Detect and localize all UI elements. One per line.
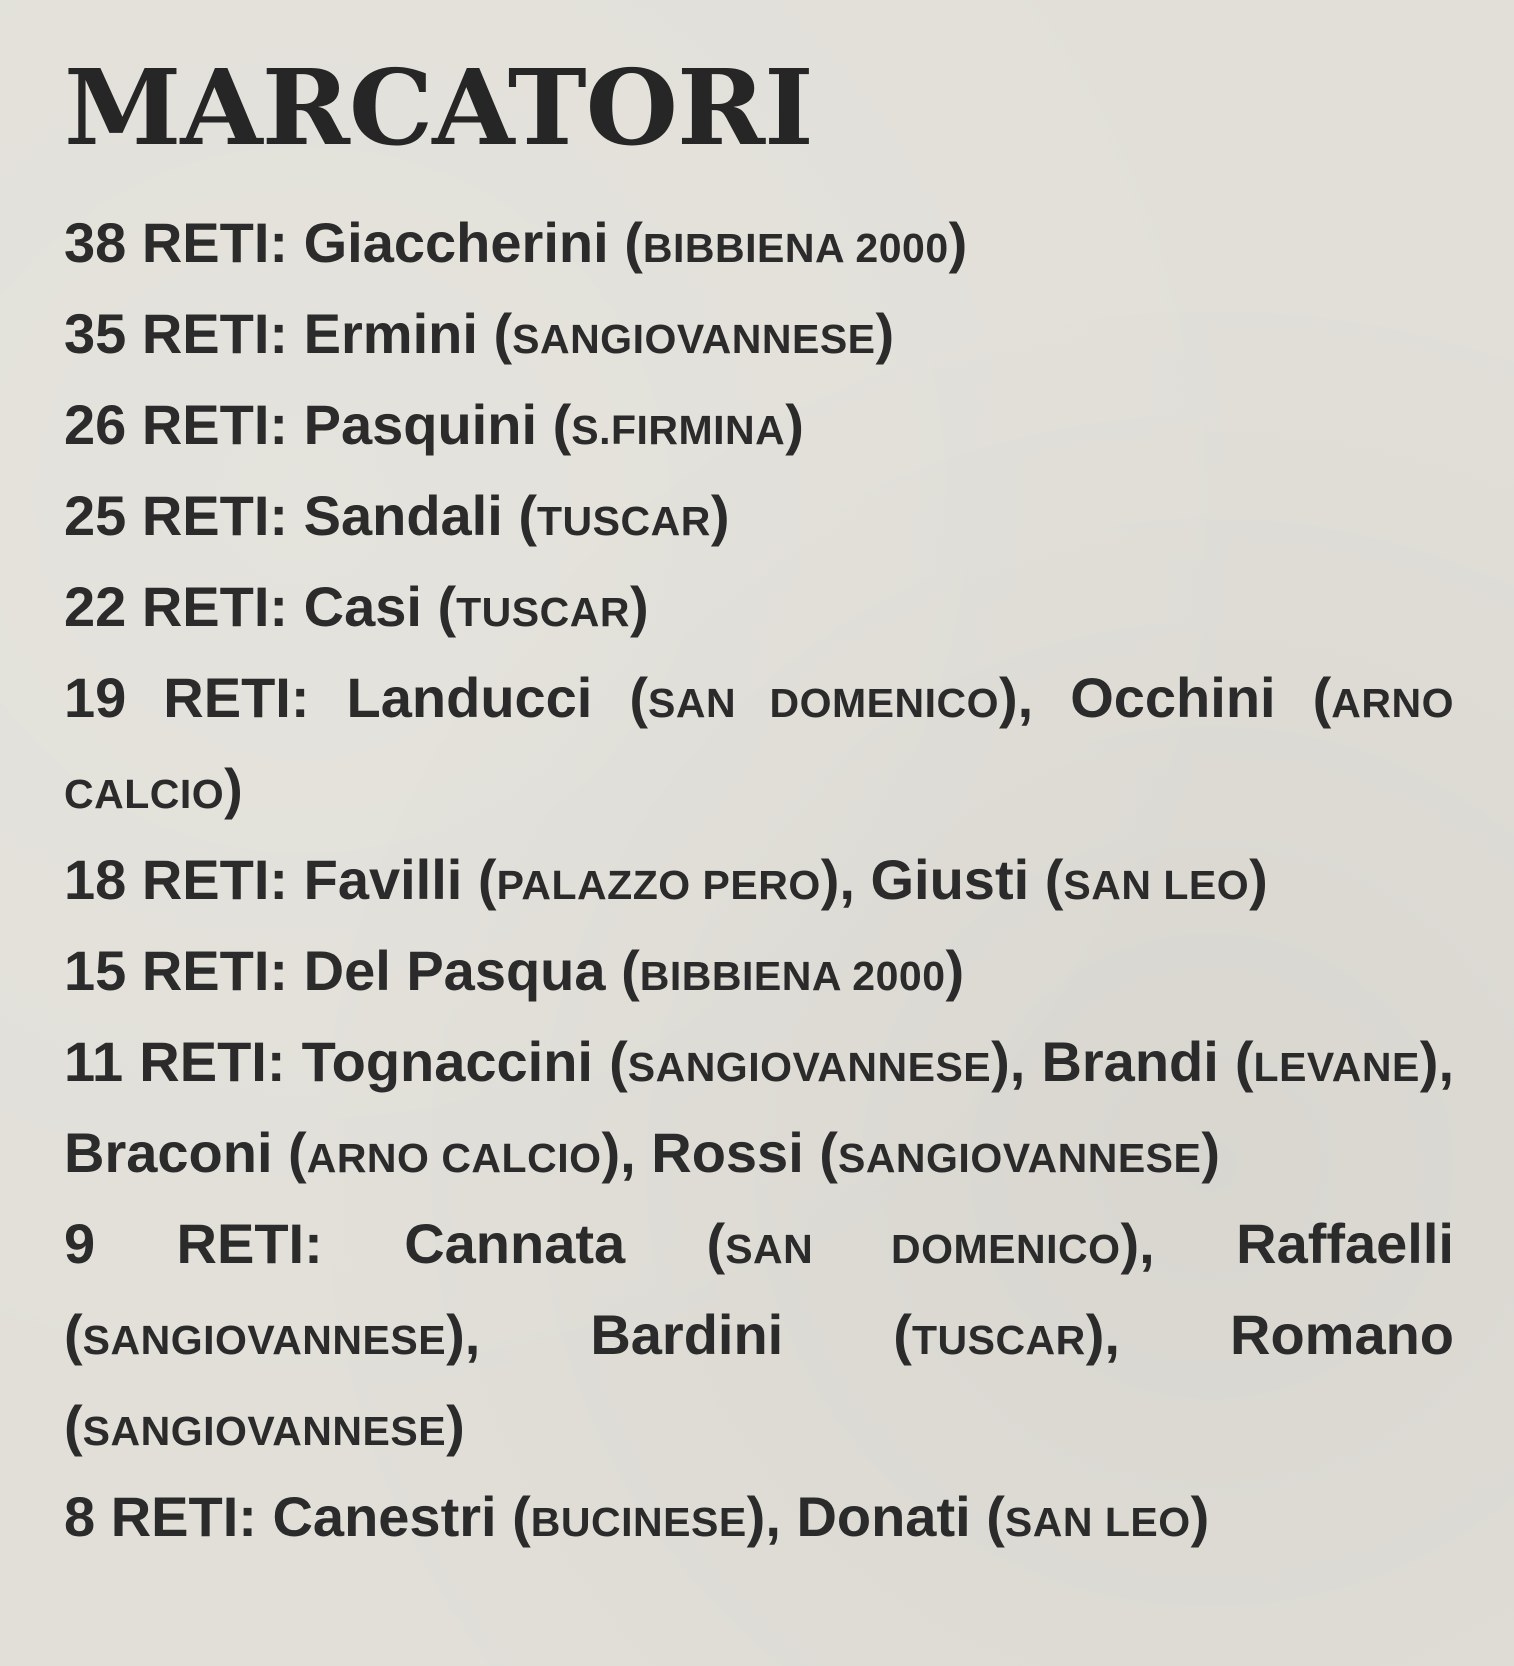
team-name: SANGIOVANNESE bbox=[837, 1135, 1202, 1181]
scorer-name: Giaccherini bbox=[303, 211, 609, 274]
scorer-name: Romano bbox=[1230, 1303, 1455, 1366]
goals-label: 11 RETI: bbox=[64, 1030, 286, 1093]
team-name: SAN DOMENICO bbox=[725, 1226, 1121, 1272]
scorer-name: Pasquini bbox=[303, 393, 538, 456]
scorer-name: Tognaccini bbox=[301, 1030, 593, 1093]
goals-label: 22 RETI: bbox=[64, 575, 289, 638]
scorer-name: Bardini bbox=[590, 1303, 784, 1366]
goals-label: 25 RETI: bbox=[64, 484, 289, 547]
scorer-name: Canestri bbox=[272, 1485, 497, 1548]
scorer-name: Brandi bbox=[1041, 1030, 1219, 1093]
goals-label: 26 RETI: bbox=[64, 393, 289, 456]
team-name: S.FIRMINA bbox=[571, 407, 786, 453]
goals-label: 35 RETI: bbox=[64, 302, 289, 365]
scorer-name: Favilli bbox=[303, 848, 463, 911]
scorer-entry: 35 RETI: Ermini (SANGIOVANNESE) bbox=[64, 302, 895, 365]
team-name: TUSCAR bbox=[456, 589, 630, 635]
scorer-name: Casi bbox=[303, 575, 422, 638]
scorer-name: Donati bbox=[796, 1485, 971, 1548]
scorers-list bbox=[64, 200, 1454, 1565]
scorer-name: Raffaelli bbox=[1236, 1212, 1454, 1275]
scorer-entry: 15 RETI: Del Pasqua (BIBBIENA 2000) bbox=[64, 939, 965, 1002]
team-name: SANGIOVANNESE bbox=[512, 316, 876, 362]
team-name: SAN LEO bbox=[1004, 1499, 1191, 1545]
team-name: BUCINESE bbox=[530, 1499, 747, 1545]
scorer-entry: 25 RETI: Sandali (TUSCAR) bbox=[64, 484, 730, 547]
team-name: SANGIOVANNESE bbox=[82, 1317, 447, 1363]
page-title: MARCATORI bbox=[64, 46, 813, 169]
scorer-name: Del Pasqua bbox=[303, 939, 606, 1002]
scorer-entry: 9 RETI: Cannata (SAN DOMENICO), Raffaelli (SANGIOVANNESE), Bardini (TUSCAR), Romano (SANGIOVANNESE) bbox=[64, 1212, 1455, 1457]
scorer-entry: 38 RETI: Giaccherini (BIBBIENA 2000) bbox=[64, 211, 968, 274]
team-name: PALAZZO PERO bbox=[496, 862, 821, 908]
scorer-name: Landucci bbox=[346, 666, 593, 729]
scorer-name: Giusti bbox=[870, 848, 1030, 911]
team-name: TUSCAR bbox=[537, 498, 711, 544]
scorer-name: Ermini bbox=[303, 302, 478, 365]
scorer-name: Rossi bbox=[651, 1121, 804, 1184]
goals-label: 18 RETI: bbox=[64, 848, 289, 911]
team-name: TUSCAR bbox=[911, 1317, 1086, 1363]
scorer-entry: 8 RETI: Canestri (BUCINESE), Donati (SAN LEO) bbox=[64, 1485, 1210, 1548]
scorer-entry: 26 RETI: Pasquini (S.FIRMINA) bbox=[64, 393, 804, 456]
team-name: SANGIOVANNESE bbox=[627, 1044, 992, 1090]
scorer-entry: 18 RETI: Favilli (PALAZZO PERO), Giusti (SAN LEO) bbox=[64, 848, 1268, 911]
team-name: BIBBIENA 2000 bbox=[642, 225, 949, 271]
team-name: LEVANE bbox=[1253, 1044, 1420, 1090]
scorer-name: Braconi bbox=[64, 1121, 273, 1184]
scorer-name: Occhini bbox=[1070, 666, 1276, 729]
team-name: SANGIOVANNESE bbox=[82, 1408, 447, 1454]
scorer-entry: 11 RETI: Tognaccini (SANGIOVANNESE), Brandi (LEVANE), Braconi (ARNO CALCIO), Rossi (SANGIOVANNESE) bbox=[64, 1030, 1455, 1184]
team-name: SAN DOMENICO bbox=[648, 680, 999, 726]
goals-label: 9 RETI: bbox=[64, 1212, 323, 1275]
team-name: BIBBIENA 2000 bbox=[639, 953, 946, 999]
goals-label: 38 RETI: bbox=[64, 211, 289, 274]
scorer-entry: 19 RETI: Landucci (SAN DOMENICO), Occhini (ARNO CALCIO) bbox=[64, 666, 1454, 820]
team-name: ARNO CALCIO bbox=[64, 680, 1454, 817]
scorer-name: Sandali bbox=[303, 484, 503, 547]
scorer-name: Cannata bbox=[404, 1212, 626, 1275]
goals-label: 15 RETI: bbox=[64, 939, 289, 1002]
scorer-entry: 22 RETI: Casi (TUSCAR) bbox=[64, 575, 649, 638]
team-name: ARNO CALCIO bbox=[306, 1135, 602, 1181]
goals-label: 19 RETI: bbox=[64, 666, 310, 729]
team-name: SAN LEO bbox=[1063, 862, 1250, 908]
goals-label: 8 RETI: bbox=[64, 1485, 257, 1548]
